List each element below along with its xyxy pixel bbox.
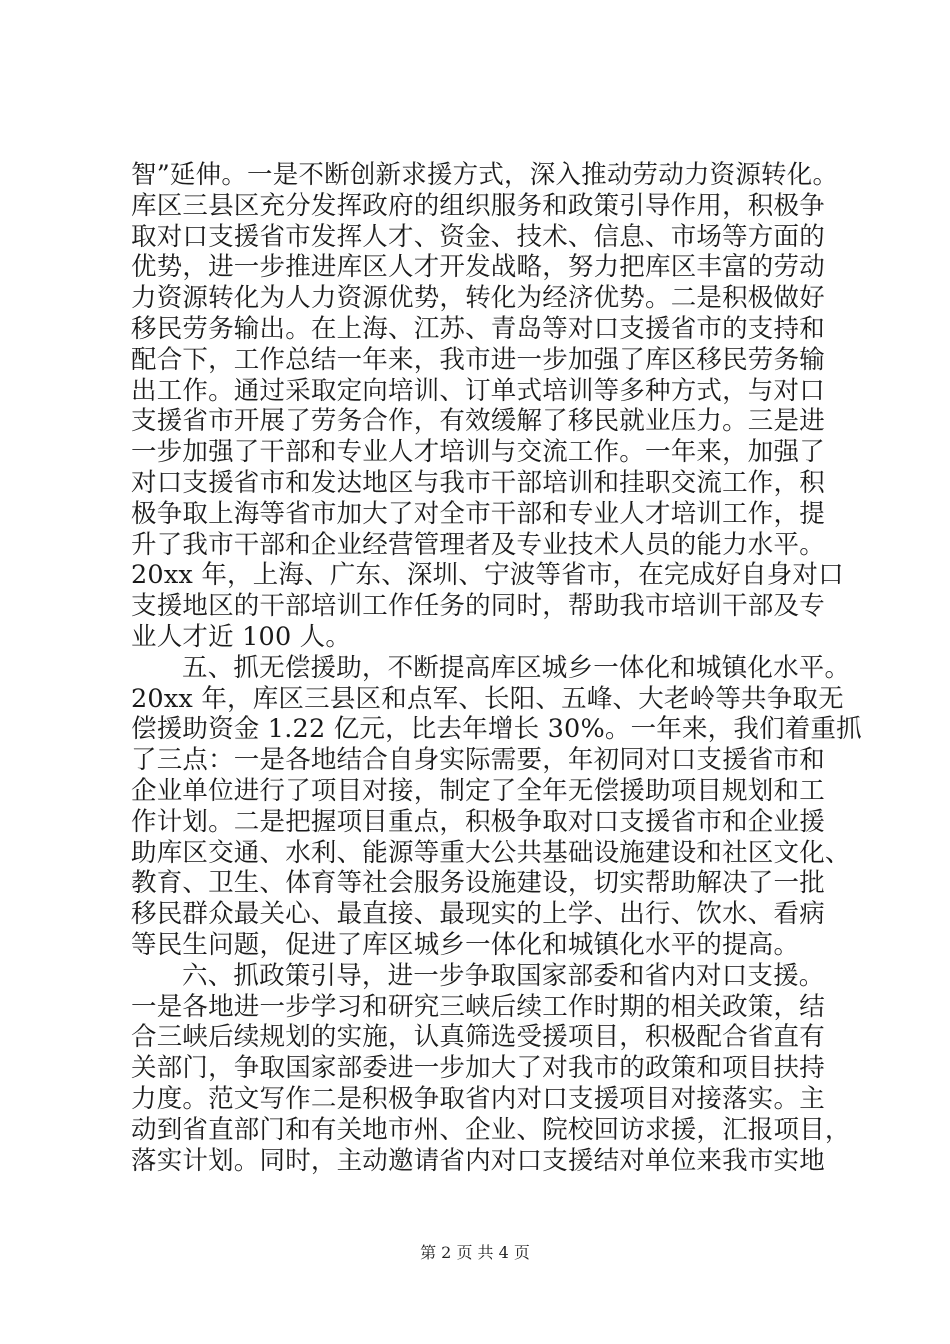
text-line: 合三峡后续规划的实施，认真筛选受援项目，积极配合省直有 [131, 1022, 825, 1053]
text-line: 极争取上海等省市加大了对全市干部和专业人才培训工作，提 [131, 498, 825, 529]
text-line: 教育、卫生、体育等社会服务设施建设，切实帮助解决了一批 [131, 868, 825, 899]
text-line: 等民生问题，促进了库区城乡一体化和城镇化水平的提高。 [131, 929, 800, 960]
text-line: 移民劳务输出。在上海、江苏、青岛等对口支援省市的支持和 [131, 313, 825, 344]
paragraph-heading-line: 五、抓无偿援助，不断提高库区城乡一体化和城镇化水平。 [182, 652, 851, 683]
paragraph-free-aid [131, 653, 861, 961]
text-line: 力度。范文写作二是积极争取省内对口支援项目对接落实。主 [131, 1083, 825, 1114]
text-line: 出工作。通过采取定向培训、订单式培训等多种方式，与对口 [131, 375, 825, 406]
text-line: 库区三县区充分发挥政府的组织服务和政策引导作用，积极争 [131, 190, 825, 221]
text-line: 力资源转化为人力资源优势，转化为经济优势。二是积极做好 [131, 283, 825, 314]
paragraph-heading-line: 六、抓政策引导，进一步争取国家部委和省内对口支援。 [182, 960, 825, 991]
text-line: 优势，进一步推进库区人才开发战略，努力把库区丰富的劳动 [131, 252, 825, 283]
text-line: 移民群众最关心、最直接、最现实的上学、出行、饮水、看病 [131, 899, 825, 930]
paragraph-policy-guidance [131, 961, 861, 1177]
page-number-footer: 第 2 页 共 4 页 [420, 1243, 530, 1262]
text-line: 取对口支援省市发挥人才、资金、技术、信息、市场等方面的 [131, 221, 825, 252]
text-line: 升了我市干部和企业经营管理者及专业技术人员的能力水平。 [131, 529, 825, 560]
text-line: 支援地区的干部培训工作任务的同时，帮助我市培训干部及专 [131, 591, 825, 622]
text-line: 动到省直部门和有关地市州、企业、院校回访求援，汇报项目， [131, 1114, 851, 1145]
text-line: 落实计划。同时，主动邀请省内对口支援结对单位来我市实地 [131, 1145, 825, 1176]
text-line: 一是各地进一步学习和研究三峡后续工作时期的相关政策，结 [131, 991, 825, 1022]
text-line: 配合下，工作总结一年来，我市进一步加强了库区移民劳务输 [131, 344, 825, 375]
text-line: 作计划。二是把握项目重点，积极争取对口支援省市和企业援 [131, 806, 825, 837]
text-line: 助库区交通、水利、能源等重大公共基础设施建设和社区文化、 [131, 837, 851, 868]
text-line: 业人才近 100 人。 [131, 621, 352, 652]
text-line: 偿援助资金 1.22 亿元，比去年增长 30%。一年来，我们着重抓 [131, 714, 862, 745]
text-line: 智”延伸。一是不断创新求援方式，深入推动劳动力资源转化。 [131, 160, 839, 190]
text-line: 20xx 年，库区三县区和点军、长阳、五峰、大老岭等共争取无 [131, 683, 844, 714]
text-line: 对口支援省市和发达地区与我市干部培训和挂职交流工作，积 [131, 467, 825, 498]
document-body [131, 160, 861, 1176]
text-line: 了三点：一是各地结合自身实际需要，年初同对口支援省市和 [131, 745, 825, 776]
text-line: 企业单位进行了项目对接，制定了全年无偿援助项目规划和工 [131, 775, 825, 806]
text-line: 关部门，争取国家部委进一步加大了对我市的政策和项目扶持 [131, 1053, 825, 1084]
paragraph-labor-transfer [131, 160, 861, 653]
text-line: 一步加强了干部和专业人才培训与交流工作。一年来，加强了 [131, 437, 825, 468]
text-line: 20xx 年，上海、广东、深圳、宁波等省市，在完成好自身对口 [131, 560, 844, 591]
text-line: 支援省市开展了劳务合作，有效缓解了移民就业压力。三是进 [131, 406, 825, 437]
